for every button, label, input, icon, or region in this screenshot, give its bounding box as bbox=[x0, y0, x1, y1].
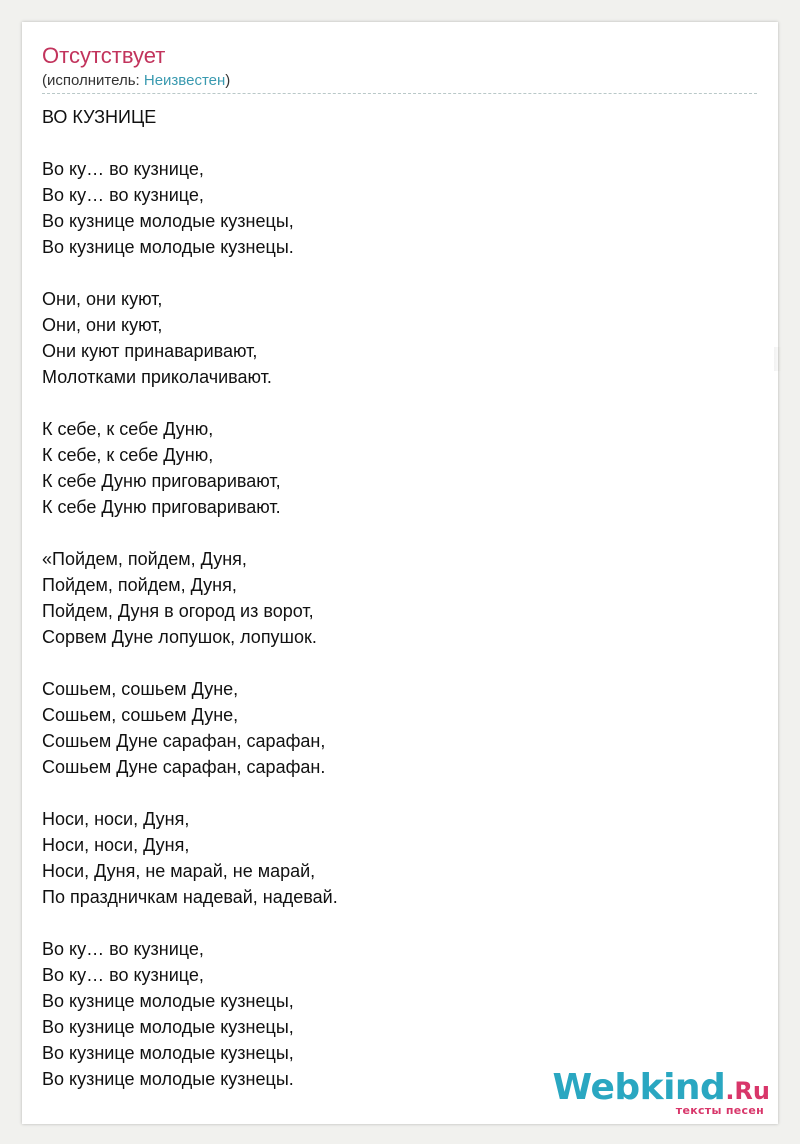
stanza-gap bbox=[42, 390, 757, 416]
logo-tld: .Ru bbox=[725, 1077, 770, 1105]
lyric-line: К себе Дуню приговаривают, bbox=[42, 471, 281, 491]
lyrics-body bbox=[42, 104, 757, 1092]
lyric-line: Во ку… во кузнице, bbox=[42, 965, 204, 985]
performer-suffix: ) bbox=[225, 72, 231, 89]
lyrics-sheet bbox=[22, 22, 778, 1124]
lyric-line: Они, они куют, bbox=[42, 289, 163, 309]
lyric-line: Носи, носи, Дуня, bbox=[42, 809, 190, 829]
webkind-logo[interactable] bbox=[552, 1067, 770, 1117]
stanza-gap bbox=[42, 520, 757, 546]
stanza bbox=[42, 806, 757, 910]
stanza-gap bbox=[42, 910, 757, 936]
lyric-line: По праздничкам надевай, надевай. bbox=[42, 887, 338, 907]
lyric-line: Пойдем, Дуня в огород из ворот, bbox=[42, 601, 314, 621]
lyric-line: Сошьем Дуне сарафан, сарафан. bbox=[42, 757, 326, 777]
stanza-gap bbox=[42, 780, 757, 806]
song-title: Отсутствует bbox=[42, 43, 166, 68]
logo-name: Webkind bbox=[552, 1067, 726, 1108]
lyric-line: Во кузнице молодые кузнецы, bbox=[42, 211, 294, 231]
lyric-line: Во кузнице молодые кузнецы. bbox=[42, 237, 294, 257]
lyric-line: Во кузнице молодые кузнецы, bbox=[42, 1017, 294, 1037]
lyric-line: Во кузнице молодые кузнецы. bbox=[42, 1069, 294, 1089]
song-header bbox=[42, 42, 757, 102]
lyric-line: К себе Дуню приговаривают. bbox=[42, 497, 281, 517]
performer-line bbox=[42, 71, 757, 91]
lyric-line: Сошьем, сошьем Дуне, bbox=[42, 705, 239, 725]
lyric-line: Сорвем Дуне лопушок, лопушок. bbox=[42, 627, 317, 647]
logo-tagline: тексты песен bbox=[675, 1104, 764, 1117]
lyric-line: Они, они куют, bbox=[42, 315, 163, 335]
lyric-line: Носи, носи, Дуня, bbox=[42, 835, 190, 855]
stanza bbox=[42, 676, 757, 780]
lyric-line: «Пойдем, пойдем, Дуня, bbox=[42, 549, 247, 569]
stanza-gap bbox=[42, 130, 757, 156]
lyric-line: Во ку… во кузнице, bbox=[42, 185, 204, 205]
stanza bbox=[42, 546, 757, 650]
stanza bbox=[42, 156, 757, 260]
stanza-list bbox=[42, 156, 757, 1092]
lyric-line: К себе, к себе Дуню, bbox=[42, 419, 214, 439]
stanza bbox=[42, 286, 757, 390]
performer-prefix: (исполнитель: bbox=[42, 72, 144, 89]
lyric-line: Во кузнице молодые кузнецы, bbox=[42, 991, 294, 1011]
stanza bbox=[42, 416, 757, 520]
lyric-line: Во ку… во кузнице, bbox=[42, 939, 204, 959]
lyric-line: Сошьем, сошьем Дуне, bbox=[42, 679, 239, 699]
lyric-line: К себе, к себе Дуню, bbox=[42, 445, 214, 465]
artist-link[interactable]: Неизвестен bbox=[143, 72, 226, 89]
lyrics-heading: ВО КУЗНИЦЕ bbox=[42, 107, 157, 127]
lyric-line: Носи, Дуня, не марай, не марай, bbox=[42, 861, 316, 881]
page-fold-shadow bbox=[774, 347, 782, 371]
lyric-line: Они куют принаваривают, bbox=[42, 341, 258, 361]
lyric-line: Пойдем, пойдем, Дуня, bbox=[42, 575, 237, 595]
header-divider bbox=[42, 93, 757, 94]
stanza-gap bbox=[42, 260, 757, 286]
lyric-line: Во кузнице молодые кузнецы, bbox=[42, 1043, 294, 1063]
lyric-line: Сошьем Дуне сарафан, сарафан, bbox=[42, 731, 326, 751]
lyric-line: Во ку… во кузнице, bbox=[42, 159, 204, 179]
lyric-line: Молотками приколачивают. bbox=[42, 367, 272, 387]
stanza-gap bbox=[42, 650, 757, 676]
